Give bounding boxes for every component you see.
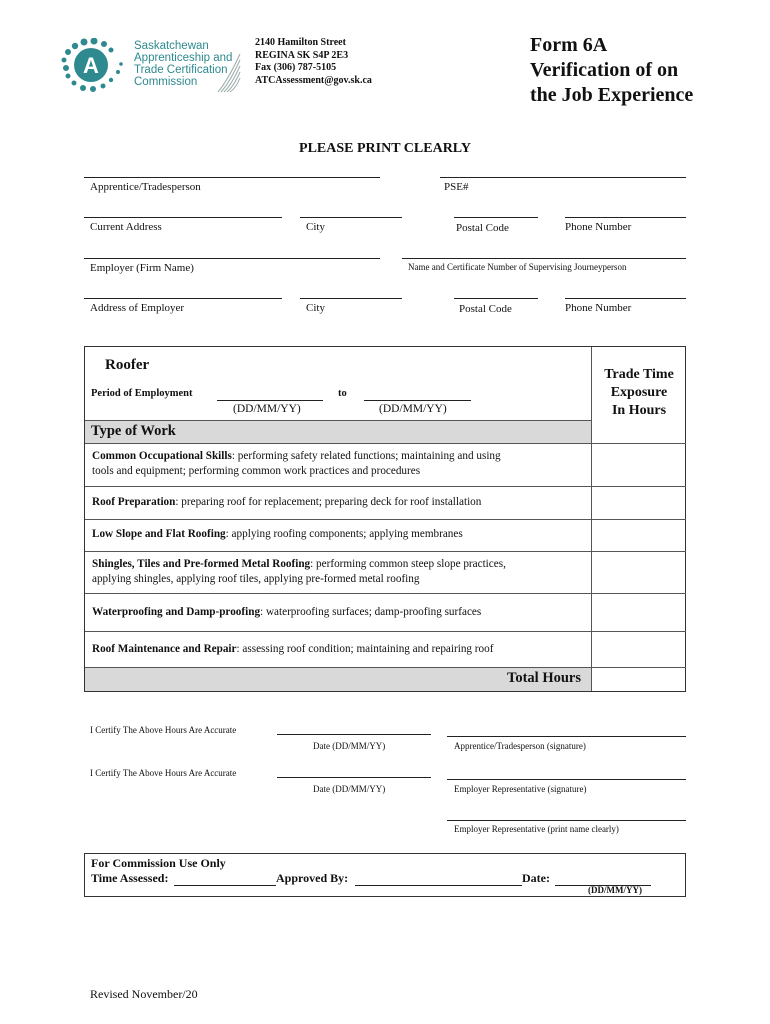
- approved-by-label: Approved By:: [276, 871, 349, 885]
- hours-input-cell[interactable]: [591, 519, 686, 551]
- apprentice-label: Apprentice/Tradesperson: [90, 181, 201, 193]
- date-label: Date (DD/MM/YY): [313, 784, 386, 794]
- commission-date-format: (DD/MM/YY): [588, 885, 642, 895]
- total-hours-input-cell[interactable]: [591, 667, 686, 691]
- row-title: Roof Maintenance and Repair: [92, 643, 237, 655]
- hours-input-cell[interactable]: [591, 486, 686, 519]
- time-assessed-line[interactable]: [174, 885, 276, 886]
- trade-name: Roofer: [105, 357, 150, 373]
- employer-print-name-label: Employer Representative (print name clearly): [454, 824, 619, 834]
- commission-title: For Commission Use Only: [91, 856, 226, 870]
- revision-footer: Revised November/20: [90, 987, 198, 1001]
- employer-print-name-line[interactable]: [447, 820, 686, 821]
- exposure-line: In Hours: [611, 403, 667, 418]
- svg-text:A: A: [83, 53, 99, 78]
- employer-phone-label: Phone Number: [565, 302, 632, 314]
- exposure-header-cell: [591, 347, 686, 420]
- row-desc-cont: tools and equipment; performing common work practices and procedures: [92, 465, 421, 477]
- hours-input-cell[interactable]: [591, 631, 686, 667]
- commission-date-label: Date:: [522, 871, 550, 885]
- pse-field-line[interactable]: [440, 177, 686, 178]
- journeyperson-line[interactable]: [402, 258, 686, 259]
- print-clearly-instruction: PLEASE PRINT CLEARLY: [299, 141, 471, 156]
- row-title: Waterproofing and Damp-proofing: [92, 606, 261, 618]
- date-line[interactable]: [277, 734, 431, 735]
- apprentice-signature-label: Apprentice/Tradesperson (signature): [454, 741, 586, 751]
- employer-phone-line[interactable]: [565, 298, 686, 299]
- row-text: [92, 527, 463, 542]
- row-title: Shingles, Tiles and Pre-formed Metal Roofing: [92, 558, 311, 570]
- logo-line: Apprenticeship and: [134, 52, 233, 64]
- hours-input-cell[interactable]: [591, 593, 686, 631]
- logo-line: Saskatchewan: [134, 40, 209, 52]
- hours-input-cell[interactable]: [591, 443, 686, 486]
- table-row: [85, 486, 591, 519]
- row-desc-cont: applying shingles, applying roof tiles, applying pre-formed metal roofing: [92, 573, 420, 585]
- fax-number: Fax (306) 787-5105: [255, 62, 337, 73]
- apprentice-field-line[interactable]: [84, 177, 380, 178]
- employer-postal-label: Postal Code: [459, 303, 512, 315]
- period-label: Period of Employment: [91, 388, 193, 399]
- total-hours-row: [85, 667, 591, 691]
- table-row: [85, 551, 591, 593]
- employer-city-line[interactable]: [300, 298, 402, 299]
- exposure-line: Exposure: [610, 385, 668, 400]
- logo-line: Commission: [134, 76, 198, 88]
- employer-address-line[interactable]: [84, 298, 282, 299]
- row-text: [92, 495, 481, 510]
- employer-label: Employer (Firm Name): [90, 262, 194, 274]
- row-text: [92, 642, 493, 657]
- employer-address-label: Address of Employer: [90, 302, 185, 314]
- table-row: [85, 443, 591, 486]
- exposure-line: Trade Time: [604, 367, 674, 382]
- date-line[interactable]: [277, 777, 431, 778]
- journeyperson-label: Name and Certificate Number of Supervising Journeyperson: [408, 262, 627, 272]
- employer-postal-line[interactable]: [454, 298, 538, 299]
- row-desc: : assessing roof condition; maintaining and repairing roof: [236, 643, 494, 655]
- to-label: to: [338, 388, 347, 399]
- pse-label: PSE#: [444, 181, 469, 193]
- work-experience-table: [84, 346, 686, 692]
- title-line: Verification of on: [530, 59, 679, 81]
- current-address-label: Current Address: [90, 221, 162, 233]
- commission-address: [255, 37, 372, 87]
- total-hours-label: Total Hours: [507, 670, 581, 686]
- row-desc: : waterproofing surfaces; damp-proofing surfaces: [260, 606, 482, 618]
- postal-code-label: Postal Code: [456, 222, 509, 234]
- city-postal: REGINA SK S4P 2E3: [255, 49, 349, 61]
- city-line[interactable]: [300, 217, 402, 218]
- current-address-line[interactable]: [84, 217, 282, 218]
- logo-line: Trade Certification: [134, 64, 228, 76]
- exposure-blank-cell: [591, 420, 686, 443]
- table-row: [85, 631, 591, 667]
- type-of-work-label: Type of Work: [91, 423, 176, 439]
- to-date-format: (DD/MM/YY): [379, 403, 447, 415]
- type-of-work-header: [85, 420, 591, 443]
- row-title: Roof Preparation: [92, 496, 176, 508]
- row-title: Common Occupational Skills: [92, 450, 232, 462]
- exposure-header: [592, 366, 686, 420]
- employer-city-label: City: [306, 302, 325, 314]
- commission-use-box: [84, 853, 686, 897]
- row-text: [92, 605, 481, 620]
- employer-signature-label: Employer Representative (signature): [454, 784, 587, 794]
- email-address[interactable]: ATCAssessment@gov.sk.ca: [255, 74, 372, 86]
- employer-line[interactable]: [84, 258, 380, 259]
- certify-statement: I Certify The Above Hours Are Accurate: [90, 725, 237, 735]
- row-text: [92, 449, 501, 479]
- hours-input-cell[interactable]: [591, 551, 686, 593]
- logo-wave-icon: [216, 52, 242, 94]
- postal-code-line[interactable]: [454, 217, 538, 218]
- period-to-line[interactable]: [364, 400, 471, 401]
- apprentice-signature-line[interactable]: [447, 736, 686, 737]
- phone-number-label: Phone Number: [565, 221, 632, 233]
- certify-statement: I Certify The Above Hours Are Accurate: [90, 768, 237, 778]
- row-desc: : applying roofing components; applying membranes: [225, 528, 463, 540]
- row-desc: : performing common steep slope practices,: [310, 558, 506, 570]
- row-text: [92, 557, 506, 587]
- title-line: Form 6A: [530, 34, 608, 56]
- time-assessed-label: Time Assessed:: [91, 871, 169, 885]
- employer-signature-line[interactable]: [447, 779, 686, 780]
- table-row: [85, 519, 591, 551]
- from-date-format: (DD/MM/YY): [233, 403, 301, 415]
- title-line: the Job Experience: [530, 84, 694, 106]
- row-title: Low Slope and Flat Roofing: [92, 528, 226, 540]
- commission-logo-icon: [58, 38, 128, 92]
- table-row: [85, 593, 591, 631]
- phone-number-line[interactable]: [565, 217, 686, 218]
- row-desc: : preparing roof for replacement; preparing deck for roof installation: [175, 496, 482, 508]
- city-label: City: [306, 221, 325, 233]
- approved-by-line[interactable]: [355, 885, 522, 886]
- date-label: Date (DD/MM/YY): [313, 741, 386, 751]
- street-address: 2140 Hamilton Street: [255, 37, 346, 48]
- form-title: [530, 33, 693, 108]
- row-desc: : performing safety related functions; maintaining and using: [231, 450, 501, 462]
- period-from-line[interactable]: [217, 400, 323, 401]
